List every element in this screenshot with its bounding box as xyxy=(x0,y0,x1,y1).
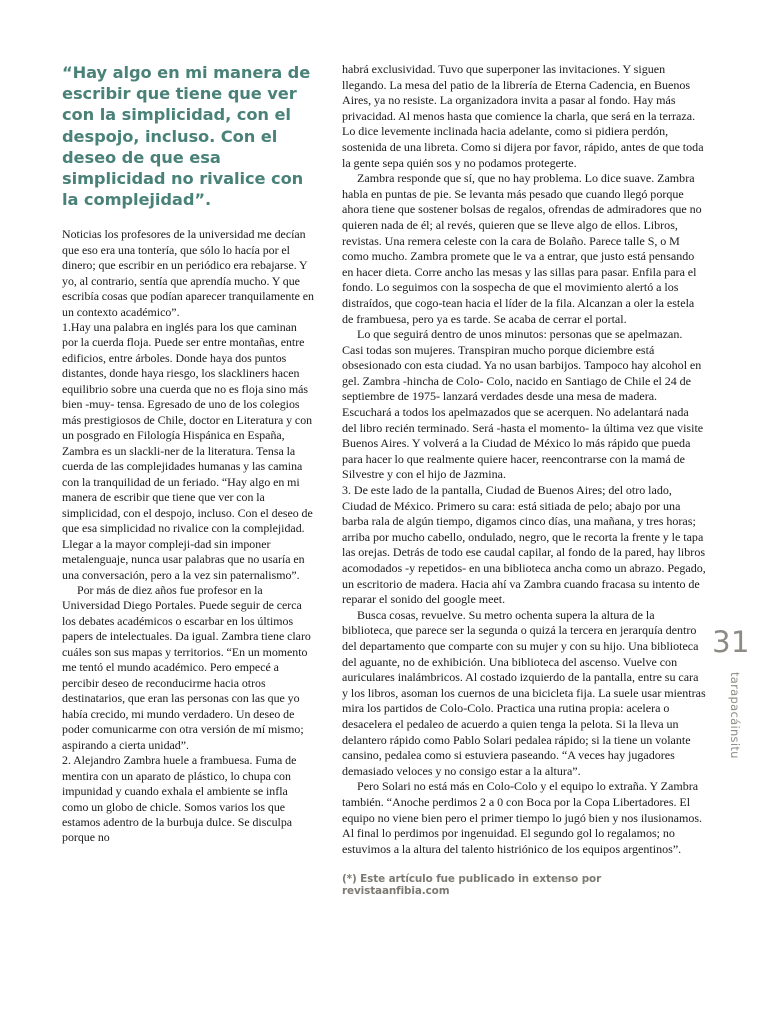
publication-credit: (*) Este artículo fue publicado in extenso por revistaanfibia.com xyxy=(342,873,602,898)
paragraph-seccion-3: 3. De este lado de la pantalla, Ciudad de Buenos Aires; del otro lado, Ciudad de México. Primero su cara: está sitiada de pelo; abajo por una barba rala de algún tiempo, digamos cinco días, una mañana, y tres horas; arriba por mucho cabello, ondulado, negro, que le recorta la frente y le tapa las orejas. Detrás de todo ese caudal capilar, al fondo de la pared, hay libros acomodados -y repetidos- en una biblioteca ancha como un abrazo. Pegado, un escritorio de madera. Hacia ahí va Zambra cuando fracasa su intento de reparar el sonido del google meet. xyxy=(342,483,706,607)
page-number: 31 xyxy=(712,625,750,659)
pull-quote: “Hay algo en mi manera de escribir que tiene que ver con la simplicidad, con el despojo, incluso. Con el deseo de que esa simplicidad no rivalice con la complejidad”. xyxy=(62,63,311,210)
left-column xyxy=(62,62,315,908)
paragraph-zambra-responde: Zambra responde que sí, que no hay problema. Lo dice suave. Zambra habla en puntas de pie. Se levanta más pesado que cuando llegó porque ahora tiene que sostener bolsas de regalos, ofrendas de admiradores que no quieren nada de él; al revés, quieren que se lleve algo de ellos. Libros, revistas. Una remera celeste con la cara de Bolaño. Parece talle S, o M como mucho. Zambra promete que le va a entrar, que justo está pensando en hacer dieta. Corre ancho las mesas y las sillas para pasar. Enfila para el fondo. Lo seguimos con la sospecha de que el movimiento alertó a los distraídos, que cogo-tean hacia el líder de la fila. Alcanzan a oler la estela de frambuesa, pero ya es tarde. Se acaba de cerrar el portal. xyxy=(342,171,702,326)
paragraph-diez-anios: Por más de diez años fue profesor en la Universidad Diego Portales. Puede seguir de cerca los debates académicos o escarbar en los últimos papers de intelectuales. Da igual. Zambra tiene claro cuáles son sus mapas y territorios. “En un momento me tentó el mundo académico. Pero empecé a percibir deseo de reconducirme hacia otros destinatarios, que eran las personas con las que yo había crecido, mi mundo verdadero. Un deseo de poder comunicarme con otra versión de mí mismo; aspirando a cierta unidad”. xyxy=(62,582,311,752)
paragraph-exclusividad: habrá exclusividad. Tuvo que superponer las invitaciones. Y siguen llegando. La mesa del patio de la librería de Eterna Cadencia, en Buenos Aires, ya no resiste. La organizadora invita a pasar al fondo. Hay más privacidad. Al menos hasta que comience la charla, que será en la terraza. Lo dice levemente inclinada hacia adelante, como si pidiera perdón, sostenida de una libreta. Como si dijera por favor, rápido, antes de que toda la gente sepa quién sos y no podamos protegerte. xyxy=(342,62,704,170)
article-columns xyxy=(62,62,706,908)
right-column xyxy=(342,62,706,908)
paragraph-seccion-2: 2. Alejandro Zambra huele a frambuesa. Fuma de mentira con un aparato de plástico, lo chupa con impunidad y cuando exhala el ambiente se infla como un globo de chicle. Somos varios los que estamos adentro de la burbuja dulce. Se disculpa porque no xyxy=(62,753,297,845)
paragraph-noticias: Noticias los profesores de la universidad me decían que eso era una tontería, que sólo lo hacía por el dinero; que escribir en un periódico era rebajarse. Y yo, al contrario, sentía que aprendía mucho. Y que escribía cosas que podían aparecer tranquilamente en un contexto académico”. xyxy=(62,227,314,319)
paragraph-busca-cosas: Busca cosas, revuelve. Su metro ochenta supera la altura de la biblioteca, que parece ser la segunda o quizá la tercera en jerarquía dentro del departamento que comparte con su mujer y con su hijo. Una biblioteca del aguante, no de exhibición. Una biblioteca del ascenso. Vuelve con auriculares inalámbricos. Al costado izquierdo de la pantalla, entre su cara y los libros, asoman los cuernos de una bicicleta fija. La suele usar mientras mira los partidos de Colo-Colo. Practica una rutina propia: acelera o desacelera el pedaleo de acuerdo a quien tenga la pelota. Si la lleva un delantero rápido como Pablo Solari pedalea rápido; si la tiene un volante cansino, pedalea como si estuviera paseando. “A veces hay jugadores demasiado veloces y no consigo estar a la altura”. xyxy=(342,607,706,778)
paragraph-seccion-1: 1.Hay una palabra en inglés para los que caminan por la cuerda floja. Puede ser entre montañas, entre edificios, entre árboles. Donde haya dos puntos distantes, donde haya riesgo, los slackliners hacen equilibrio sobre una cuerda que no es floja sino más bien -muy- tensa. Egresado de uno de los colegios más prestigiosos de Chile, doctor en Literatura y con un posgrado en Filología Hispánica en España, Zambra es un slackli-ner de la literatura. Tensa la cuerda de las complejidades humanas y las camina con la tranquilidad de un feriado. “Hay algo en mi manera de escribir que tiene que ver con la simplicidad, con el despojo, incluso. Con el deseo de que esa simplicidad no rivalice con la complejidad. Llegar a la mayor compleji-dad sin imponer metalenguaje, nunca usar palabras que no usaría en una conversación, pero a la vez sin paternalismo”. xyxy=(62,320,313,582)
paragraph-pero-solari: Pero Solari no está más en Colo-Colo y el equipo lo extraña. Y Zambra también. “Anoche perdimos 2 a 0 con Boca por la Copa Libertadores. El equipo no viene bien pero el primer tiempo lo jugó bien y nos ilusionamos. Al final lo perdimos por ingenuidad. El segundo gol lo regalamos; no estuvimos a la altura del talento histriónico de los equipos argentinos”. xyxy=(342,779,703,856)
paragraph-lo-que-seguira: Lo que seguirá dentro de unos minutos: personas que se apelmazan. Casi todas son mujeres. Transpiran mucho porque diciembre está obsesionado con esta ciudad. Ya no usan barbijos. Tampoco hay alcohol en gel. Zambra -hincha de Colo- Colo, nacido en Santiago de Chile el 24 de septiembre de 1975- lanzará verdades desde una mesa de madera. Escuchará a todos los apelmazados que se acerquen. No adelantará nada del libro recién terminado. Será -hasta el momento- la última vez que visite Buenos Aires. Y volverá a la Ciudad de México lo más rápido que pueda para hacer lo que realmente quiere hacer, reencontrarse con la mamá de Silvestre y con el hijo de Jazmina. xyxy=(342,327,704,482)
publication-spine-label: tarapacáinsitu xyxy=(728,672,742,759)
